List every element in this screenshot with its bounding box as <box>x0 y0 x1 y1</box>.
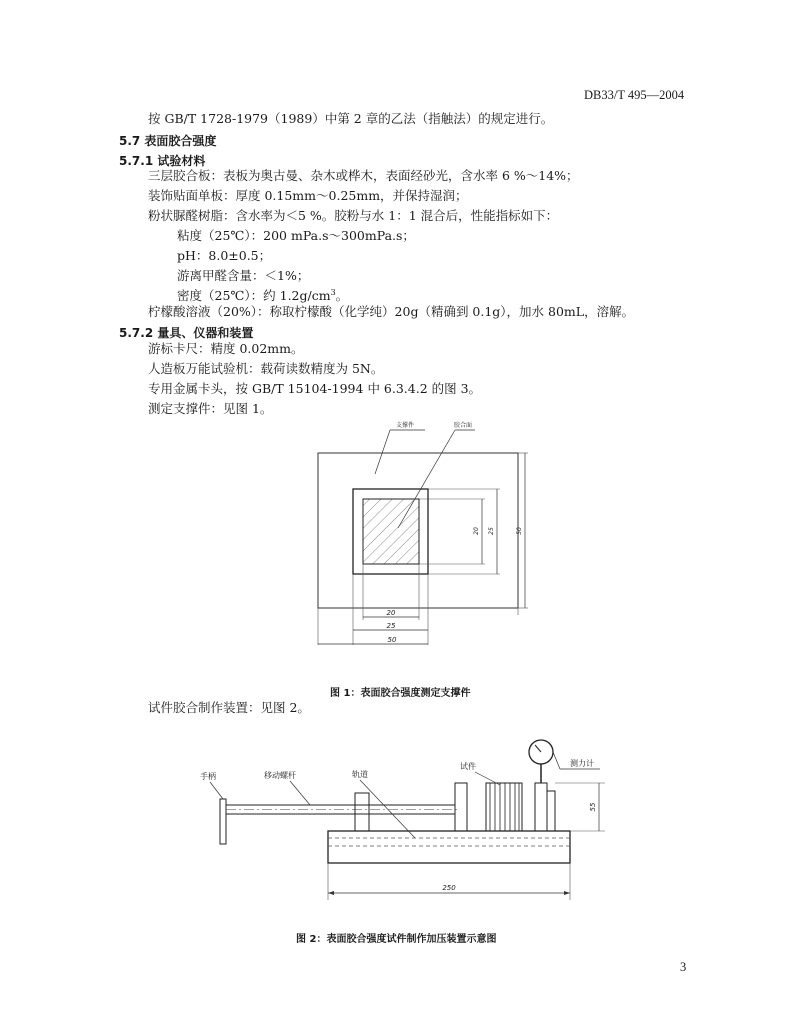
equipment-support: 测定支撑件：见图 1。 <box>148 401 273 416</box>
material-plywood: 三层胶合板：表板为奥古曼、杂木或桦木，表面经砂光，含水率 6 %～14%； <box>148 168 579 183</box>
dim-v50: 50 <box>516 527 523 535</box>
figure-2-press-diagram <box>190 735 610 910</box>
intro-paragraph: 按 GB/T 1728-1979（1989）中第 2 章的乙法（指触法）的规定进行。 <box>148 111 554 126</box>
section-5-7-1-heading: 5.7.1 试验材料 <box>119 154 206 168</box>
material-citric-acid: 柠檬酸溶液（20%）：称取柠檬酸（化学纯）20g（精确到 0.1g），加水 80mL，溶解。 <box>148 304 635 319</box>
page-number: 3 <box>680 960 687 974</box>
figure-2-caption: 图 2：表面胶合强度试件制作加压装置示意图 <box>296 934 497 945</box>
label-rail: 轨道 <box>352 770 368 779</box>
label-glue-face: 胶合面 <box>453 422 473 429</box>
dim-v20: 20 <box>473 527 480 535</box>
dim-v25: 25 <box>488 527 495 535</box>
label-force-gauge: 测力计 <box>570 759 594 768</box>
figure-1-support-diagram <box>300 410 540 660</box>
document-code: DB33/T 495—2004 <box>584 88 685 102</box>
pressure-plate <box>455 783 467 831</box>
equipment-caliper: 游标卡尺：精度 0.02mm。 <box>148 341 304 356</box>
dim-250: 250 <box>442 884 456 892</box>
property-density-end: 。 <box>335 288 349 304</box>
dim-20: 20 <box>386 609 396 617</box>
figure-1-caption: 图 1：表面胶合强度测定支撑件 <box>330 688 471 699</box>
property-ph: pH：8.0±0.5； <box>177 248 272 263</box>
movable-block <box>355 793 369 831</box>
label-screw-rod: 移动螺杆 <box>264 771 296 780</box>
section-5-7-heading: 5.7 表面胶合强度 <box>119 134 217 148</box>
label-support: 支撑件 <box>395 422 415 429</box>
material-resin: 粉状脲醛树脂：含水率为＜5 %。胶粉与水 1：1 混合后，性能指标如下： <box>148 208 559 223</box>
base-plate <box>328 831 570 863</box>
property-formaldehyde: 游离甲醛含量：＜1%； <box>177 268 310 283</box>
glue-area <box>363 499 419 564</box>
label-specimen: 试件 <box>460 762 476 771</box>
end-stop <box>535 783 547 831</box>
dim-50: 50 <box>387 636 397 644</box>
section-5-7-2-heading: 5.7.2 量具、仪器和装置 <box>119 326 254 340</box>
property-density-text: 密度（25℃）：约 1.2g/cm <box>177 288 331 304</box>
equipment-metal-clamp: 专用金属卡头，按 GB/T 15104-1994 中 6.3.4.2 的图 3。 <box>148 381 482 396</box>
equipment-gluing-device: 试件胶合制作装置：见图 2。 <box>148 700 310 715</box>
specimen-stack <box>486 783 522 831</box>
label-handle: 手柄 <box>200 772 216 781</box>
property-viscosity: 粘度（25℃）：200 mPa.s～300mPa.s； <box>177 228 415 243</box>
material-veneer: 装饰贴面单板：厚度 0.15mm～0.25mm，并保持湿润； <box>148 188 468 203</box>
property-density <box>177 285 348 304</box>
dim-55: 55 <box>589 802 597 812</box>
property-density-sup: 3 <box>330 288 336 297</box>
equipment-testing-machine: 人造板万能试验机：载荷读数精度为 5N。 <box>148 361 384 376</box>
dim-25: 25 <box>386 622 396 630</box>
handle <box>220 799 226 844</box>
